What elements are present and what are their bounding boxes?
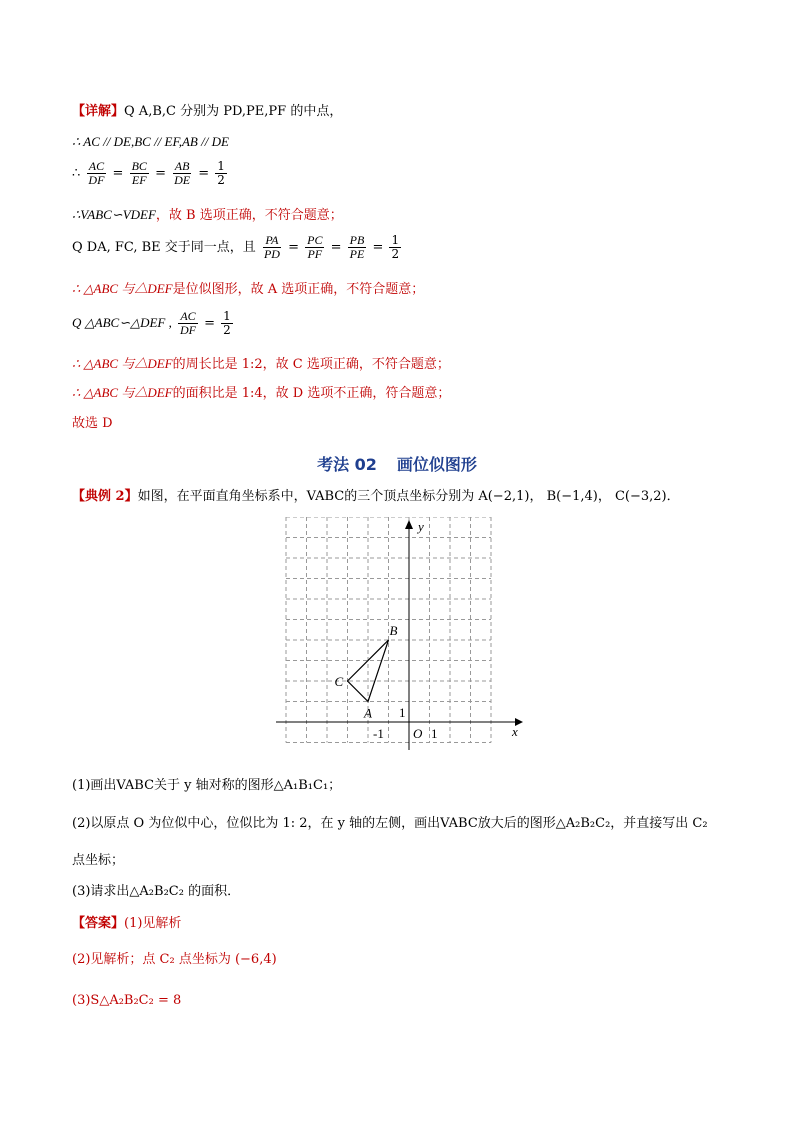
fraction-den: EF: [131, 173, 147, 187]
question-2-line-2: 点坐标；: [72, 853, 125, 868]
solution-line-2-text: ∴ AC // DE,BC // EF,AB // DE: [72, 134, 229, 149]
fraction-den: DF: [88, 173, 105, 187]
solution-line-7: Q △ABC∽△DEF , $\frac{AC}{DF}$ = $\frac{1}{2}$: [72, 309, 231, 337]
section-code: 考法 02: [317, 455, 377, 474]
fraction: [262, 234, 282, 261]
fraction-num: PB: [349, 233, 365, 247]
fraction-den: 2: [391, 247, 400, 261]
solution-line-4: [72, 206, 343, 225]
solution-line-5-text: Q DA, FC, BE 交于同一点，且: [72, 240, 256, 255]
solution-line-1: [72, 103, 342, 121]
answer-3: (3)S△A₂B₂C₂ = 8: [72, 993, 182, 1008]
coordinate-grid-figure: [270, 517, 530, 757]
solution-line-7-text: Q △ABC∽△DEF ,: [72, 315, 172, 330]
fraction-den: PE: [349, 247, 365, 261]
fraction: [348, 234, 367, 261]
y-axis-label: y: [418, 519, 424, 534]
example-text: 如图，在平面直角坐标系中，VABC的三个顶点坐标分别为 A(−2,1)， B(−1,4)， C(−3,2)．: [137, 489, 680, 504]
point-c-label: C: [334, 674, 344, 689]
section-title: [0, 452, 794, 475]
fraction-num: AC: [88, 159, 105, 173]
solution-line-8-text: 的周长比是 1:2，故 C 选项正确，不符合题意；: [172, 357, 450, 372]
fraction: [215, 160, 227, 187]
fraction-num: 1: [217, 159, 225, 173]
solution-line-8-math: ∴ △ABC 与△DEF: [72, 356, 173, 371]
neg-one-label: -1: [373, 726, 384, 741]
fraction: [130, 160, 149, 187]
example-tag: 【典例 2】: [72, 489, 138, 504]
answer-1: (1)见解析: [124, 916, 182, 931]
fraction-num: AC: [180, 309, 196, 323]
solution-line-4-text: ，故 B 选项正确，不符合题意；: [155, 208, 343, 223]
fraction-num: AB: [174, 159, 190, 173]
detail-tag: 【详解】: [72, 104, 125, 119]
solution-line-5: Q DA, FC, BE 交于同一点，且 $\frac{PA}{PD}$ = $\frac{PC}{PF}$ = $\frac{PB}{PE}$ = $\frac{1}{2}$: [72, 233, 400, 261]
y-axis-arrow-icon: [405, 520, 413, 529]
fraction: [86, 160, 106, 187]
section-name: 画位似图形: [396, 455, 477, 474]
fraction-num: 1: [223, 309, 231, 323]
fraction-num: BC: [131, 159, 147, 173]
solution-line-9: [72, 384, 450, 403]
solution-line-8: [72, 355, 450, 374]
fraction: [172, 160, 192, 187]
solution-line-6-math: ∴ △ABC 与△DEF: [72, 281, 173, 296]
example-statement: [72, 488, 680, 506]
question-3: (3)请求出△A₂B₂C₂ 的面积．: [72, 884, 241, 899]
answer-2: (2)见解析；点 C₂ 点坐标为 (−6,4): [72, 952, 277, 967]
solution-line-4-math: ∴VABC∽VDEF: [72, 207, 156, 222]
answer-tag: 【答案】: [72, 916, 125, 931]
fraction-den: DE: [174, 173, 191, 187]
fraction: [178, 310, 198, 337]
solution-line-3: ∴ $\frac{AC}{DF}$ = $\frac{BC}{EF}$ = $\frac{AB}{DE}$ = $\frac{1}{2}$: [72, 159, 225, 187]
fraction: [221, 310, 233, 337]
fraction-num: PA: [265, 233, 279, 247]
question-1: (1)画出VABC关于 y 轴对称的图形△A₁B₁C₁；: [72, 778, 342, 793]
solution-line-6-text: 是位似图形，故 A 选项正确，不符合题意；: [172, 282, 425, 297]
fraction-num: PC: [307, 233, 323, 247]
origin-label: O: [413, 726, 423, 741]
fraction-den: PF: [307, 247, 323, 261]
solution-line-2: [72, 133, 229, 152]
question-2-line-1: (2)以原点 O 为位似中心，位似比为 1: 2，在 y 轴的左侧，画出VABC放大后的图形△A₂B₂C₂，并直接写出 C₂: [72, 816, 708, 831]
fraction-den: PD: [263, 247, 280, 261]
solution-line-10: 故选 D: [72, 416, 113, 431]
fraction-den: DF: [180, 323, 196, 337]
therefore-symbol: ∴: [72, 166, 81, 181]
fraction-num: 1: [391, 233, 400, 247]
fraction: [389, 234, 401, 261]
solution-line-6: [72, 280, 424, 299]
solution-line-1-text: Q A,B,C 分别为 PD,PE,PF 的中点，: [124, 104, 343, 119]
x-axis-label: x: [512, 724, 518, 739]
fraction-den: 2: [223, 323, 231, 337]
point-b-label: B: [389, 623, 398, 638]
point-a-label: A: [364, 705, 372, 721]
solution-line-9-text: 的面积比是 1:4，故 D 选项不正确，符合题意；: [172, 386, 451, 401]
fraction-den: 2: [217, 173, 225, 187]
answer-line-1: [72, 915, 181, 933]
y-unit-label: 1: [399, 705, 406, 720]
dashed-grid: [286, 517, 491, 743]
x-unit-label: 1: [431, 726, 438, 741]
fraction: [305, 234, 324, 261]
solution-line-9-math: ∴ △ABC 与△DEF: [72, 385, 173, 400]
